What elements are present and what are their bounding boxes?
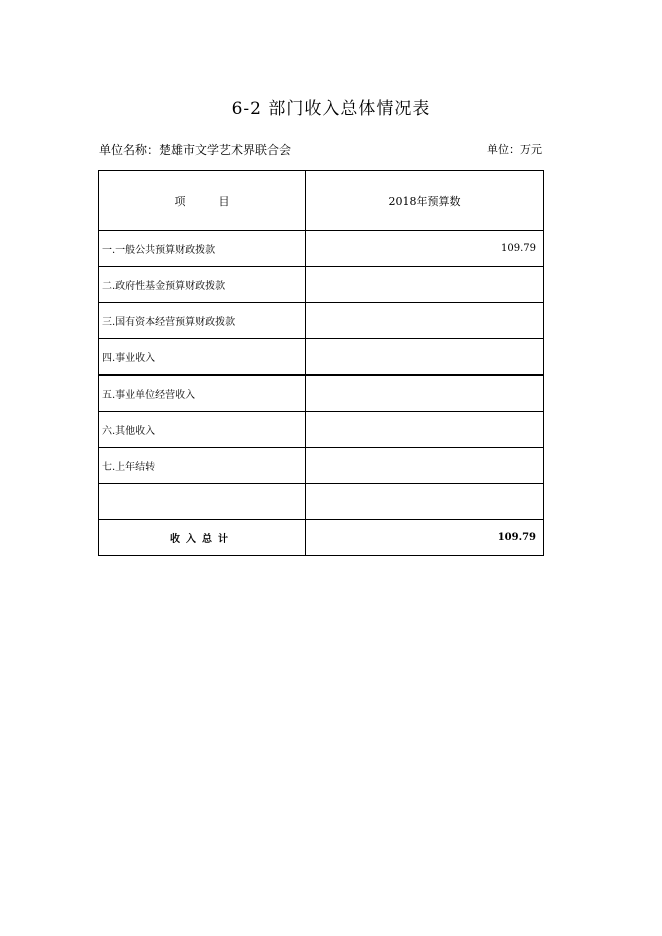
row-value [306,484,544,520]
row-item [99,484,306,520]
table-row [99,375,544,412]
income-table [98,170,544,556]
row-item: 七.上年结转 [99,448,306,484]
row-value [306,412,544,448]
table-row [99,412,544,448]
table-row [99,231,544,267]
header-item: 项 目 [99,171,306,231]
unit-name: 单位名称：楚雄市文学艺术界联合会 [99,143,292,157]
table-row [99,448,544,484]
page-title: 6-2 部门收入总体情况表 [231,99,431,119]
row-value [306,303,544,339]
row-value [306,375,544,412]
total-value: 109.79 [306,520,544,556]
row-item: 二.政府性基金预算财政拨款 [99,267,306,303]
total-row [99,520,544,556]
currency-unit: 单位：万元 [487,143,542,156]
row-value [306,267,544,303]
total-label: 收入总计 [99,520,306,556]
row-value [306,448,544,484]
row-value: 109.79 [306,231,544,267]
table-row [99,484,544,520]
row-item: 三.国有资本经营预算财政拨款 [99,303,306,339]
row-value [306,339,544,376]
table-header [99,171,544,231]
row-item: 五.事业单位经营收入 [99,375,306,412]
table-row [99,303,544,339]
table-row [99,267,544,303]
row-item: 四.事业收入 [99,339,306,376]
row-item: 一.一般公共预算财政拨款 [99,231,306,267]
table-row [99,339,544,376]
header-budget: 2018年预算数 [306,171,544,231]
row-item: 六.其他收入 [99,412,306,448]
